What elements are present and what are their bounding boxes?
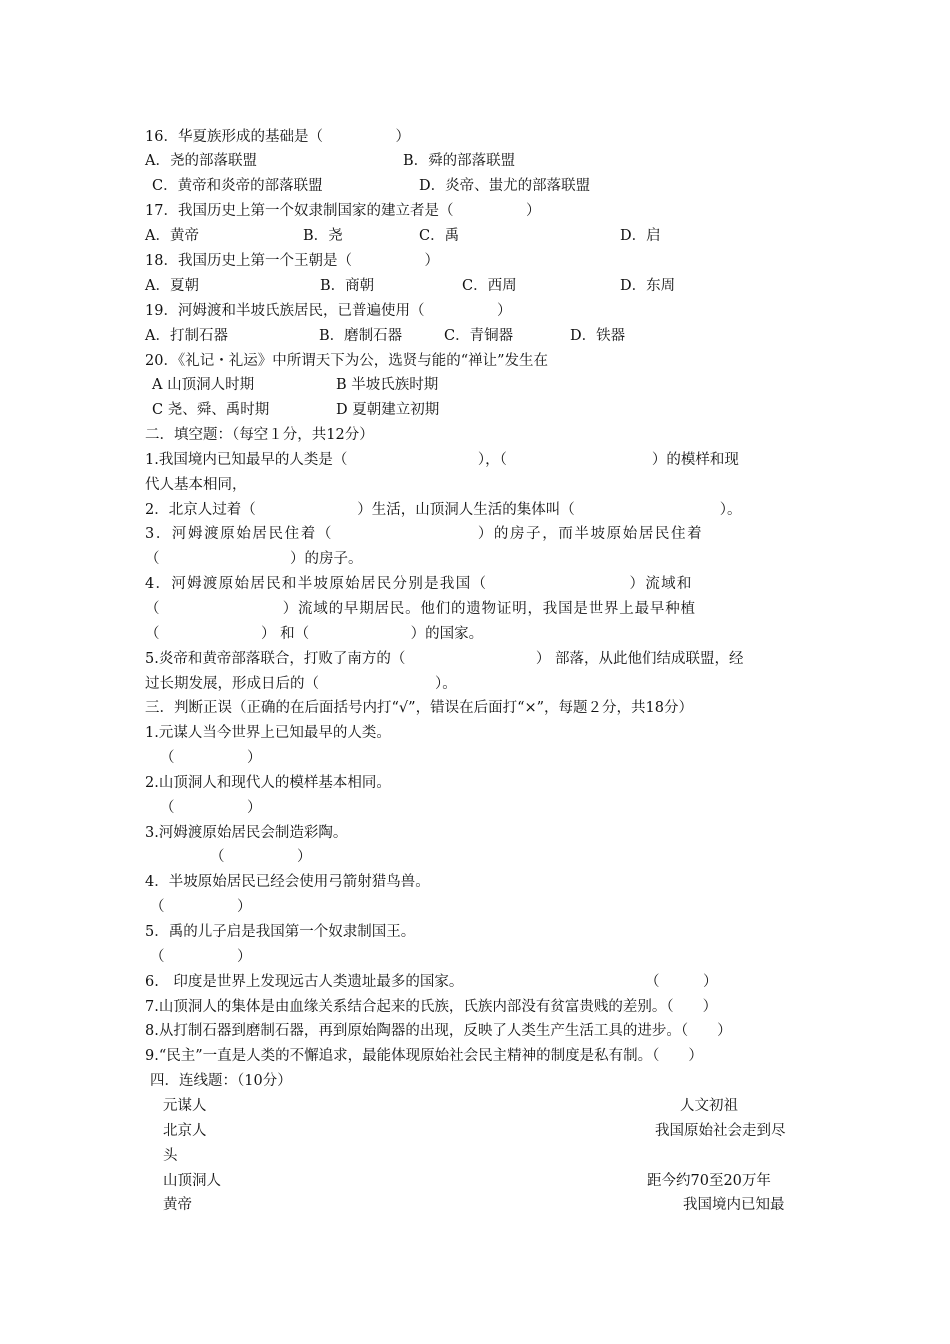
question-17: 17．我国历史上第一个奴隶制国家的建立者是（ ） <box>145 203 541 219</box>
option-16b: B．舜的部落联盟 <box>403 153 516 169</box>
fill-4-line-2: （ ）流域的早期居民。他们的遗物证明，我国是世界上最早种植 <box>145 601 696 617</box>
judge-3-answer-box: （ ） <box>210 849 312 865</box>
judge-1: 1.元谋人当今世界上已知最早的人类。 <box>145 725 391 741</box>
section-4-heading: 四．连线题：（10分） <box>150 1073 292 1089</box>
option-17d: D．启 <box>620 228 661 244</box>
section-3-heading: 三．判断正误（正确的在后面括号内打“√”，错误在后面打“×”，每题２分，共18分） <box>145 700 693 716</box>
option-20b: B 半坡氏族时期 <box>336 377 439 393</box>
option-20a: A 山顶洞人时期 <box>152 377 255 393</box>
option-18a: A．夏朝 <box>145 278 199 294</box>
option-17c: C．禹 <box>419 228 460 244</box>
judge-1-answer-box: （ ） <box>160 750 262 766</box>
option-18b: B．商朝 <box>320 278 375 294</box>
judge-3: 3.河姆渡原始居民会制造彩陶。 <box>145 825 348 841</box>
option-20d: D 夏朝建立初期 <box>336 402 440 418</box>
option-19a: A．打制石器 <box>145 328 228 344</box>
match-right-4: 我国境内已知最 <box>683 1197 785 1213</box>
fill-5-line-1: 5.炎帝和黄帝部落联合，打败了南方的（ ） 部落，从此他们结成联盟，经 <box>145 651 744 667</box>
match-left-4: 黄帝 <box>163 1197 192 1213</box>
judge-2: 2.山顶洞人和现代人的模样基本相同。 <box>145 775 391 791</box>
judge-2-answer-box: （ ） <box>160 800 262 816</box>
judge-5-answer-box: （ ） <box>150 949 252 965</box>
option-19d: D．铁器 <box>570 328 626 344</box>
option-17a: A．黄帝 <box>145 228 199 244</box>
question-20: 20．《礼记・礼运》中所谓天下为公，选贤与能的“禅让”发生在 <box>145 353 549 369</box>
judge-8: 8.从打制石器到磨制石器，再到原始陶器的出现，反映了人类生产生活工具的进步。（ ） <box>145 1023 732 1039</box>
option-16a: A．尧的部落联盟 <box>145 153 257 169</box>
option-20c: C 尧、舜、禹时期 <box>152 402 270 418</box>
option-16d: D．炎帝、蚩尤的部落联盟 <box>419 178 591 194</box>
judge-4-answer-box: （ ） <box>150 899 252 915</box>
match-left-2: 北京人 <box>163 1123 207 1139</box>
fill-3-line-2: （ ）的房子。 <box>145 551 363 567</box>
question-19: 19．河姆渡和半坡氏族居民，已普遍使用（ ） <box>145 303 512 319</box>
judge-7: 7.山顶洞人的集体是由血缘关系结合起来的氏族，氏族内部没有贫富贵贱的差别。（ ） <box>145 999 718 1015</box>
judge-4: 4．半坡原始居民已经会使用弓箭射猎鸟兽。 <box>145 874 430 890</box>
fill-3-line-1: 3．河姆渡原始居民住着（ ）的房子，而半坡原始居民住着 <box>145 526 704 542</box>
fill-1-line-2: 代人基本相同， <box>145 477 247 493</box>
match-right-2-continued: 头 <box>163 1148 178 1164</box>
fill-4-line-3: （ ） 和（ ）的国家。 <box>145 626 484 642</box>
option-18c: C．西周 <box>462 278 517 294</box>
judge-9: 9.“民主”一直是人类的不懈追求，最能体现原始社会民主精神的制度是私有制。（ ） <box>145 1048 703 1064</box>
match-right-1: 人文初祖 <box>680 1098 738 1114</box>
section-2-heading: 二．填空题：（每空１分，共12分） <box>145 427 374 443</box>
judge-6-answer-box: （ ） <box>645 974 718 990</box>
fill-1-line-1: 1.我国境内已知最早的人类是（ ），（ ）的模样和现 <box>145 452 739 468</box>
question-18: 18．我国历史上第一个王朝是（ ） <box>145 253 439 269</box>
fill-4-line-1: 4．河姆渡原始居民和半坡原始居民分别是我国（ ）流域和 <box>145 576 693 592</box>
match-right-2: 我国原始社会走到尽 <box>655 1123 786 1139</box>
option-17b: B．尧 <box>303 228 343 244</box>
match-right-3: 距今约70至20万年 <box>647 1173 771 1189</box>
option-18d: D．东周 <box>620 278 676 294</box>
question-16: 16．华夏族形成的基础是（ ） <box>145 129 410 145</box>
match-left-1: 元谋人 <box>163 1098 207 1114</box>
fill-2: 2．北京人过着（ ）生活，山顶洞人生活的集体叫（ ）。 <box>145 502 742 518</box>
fill-5-line-2: 过长期发展，形成日后的（ ）。 <box>145 676 457 692</box>
option-19b: B．磨制石器 <box>319 328 403 344</box>
option-16c: C．黄帝和炎帝的部落联盟 <box>152 178 323 194</box>
option-19c: C．青铜器 <box>444 328 514 344</box>
match-left-3: 山顶洞人 <box>163 1173 221 1189</box>
judge-5: 5．禹的儿子启是我国第一个奴隶制国王。 <box>145 924 416 940</box>
judge-6: 6. 印度是世界上发现远古人类遗址最多的国家。 <box>145 974 464 990</box>
